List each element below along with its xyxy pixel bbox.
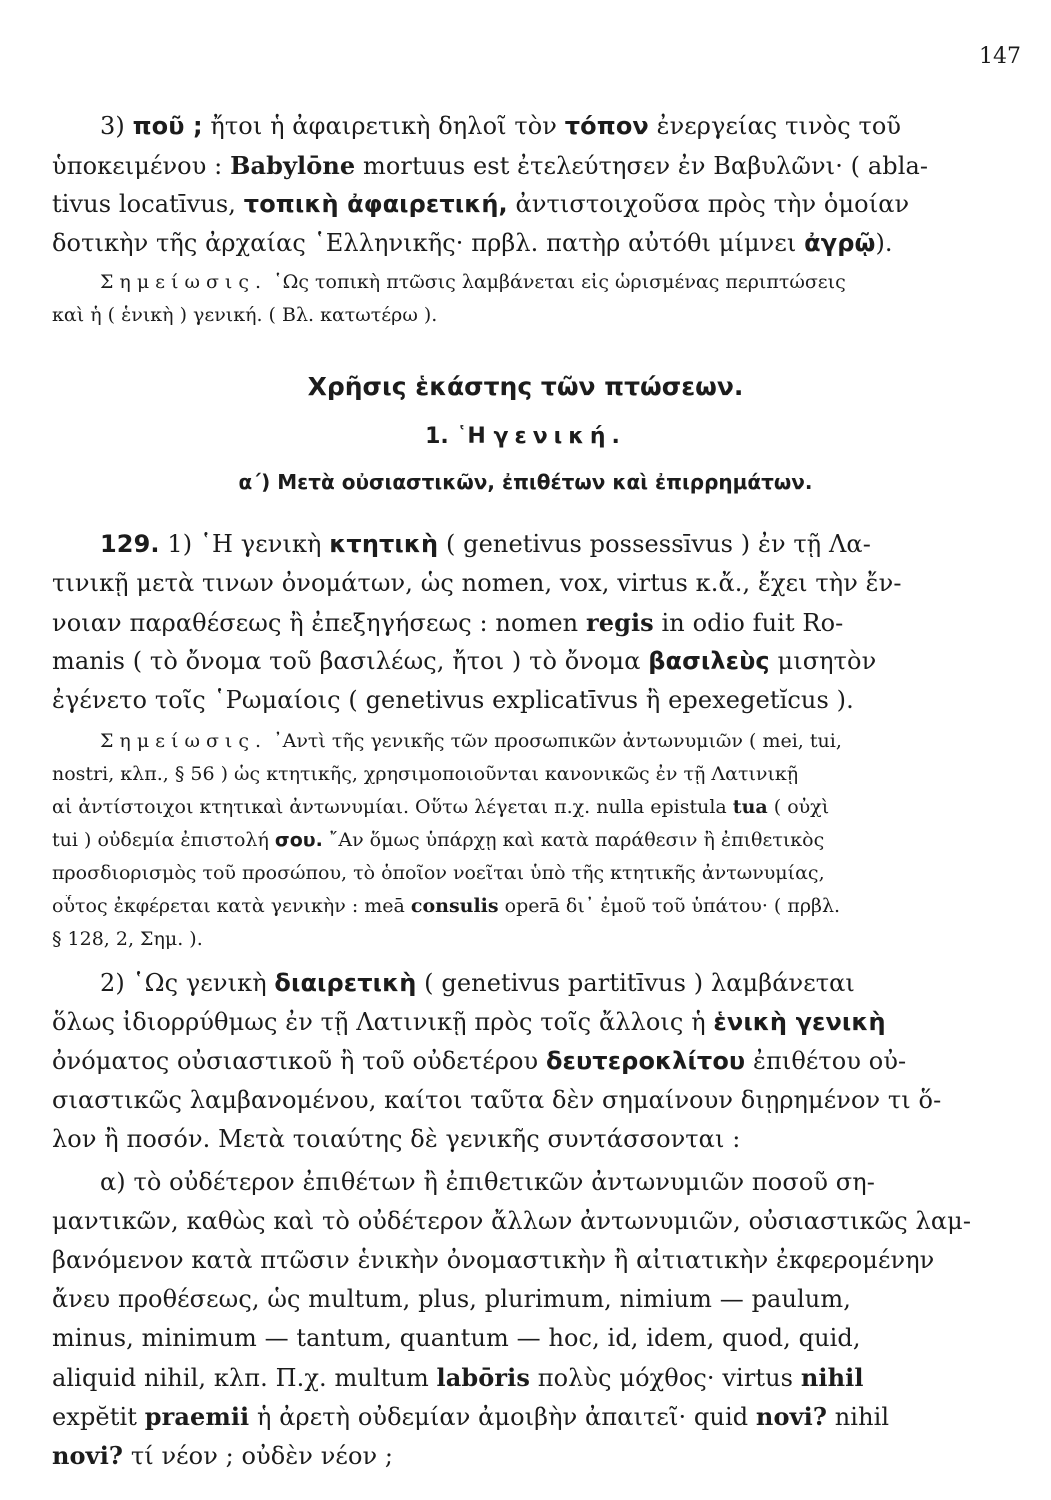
text-line: 3) ποῦ ; ἤτοι ἡ ἀφαιρετικὴ δηλοῖ τὸν τόπον ἐνεργείας τινὸς τοῦ: [100, 112, 902, 140]
text-line: σιαστικῶς λαμβανομένου, καίτοι ταῦτα δὲν σημαίνουν διῃρημένον τι ὅ-: [52, 1086, 942, 1114]
text-line: tivus locatīvus, τοπικὴ ἀφαιρετική, ἀντιστοιχοῦσα πρὸς τὴν ὁμοίαν: [52, 190, 910, 218]
text-line: 2) ῾Ως γενικὴ διαιρετικὴ ( genetivus partitīvus ) λαμβάνεται: [100, 969, 855, 997]
text-line: α) τὸ οὐδέτερον ἐπιθέτων ἢ ἐπιθετικῶν ἀντωνυμιῶν ποσοῦ ση-: [100, 1168, 875, 1196]
text-line: ὑποκειμένου : Babylōne mortuus est ἐτελεύτησεν ἐν Βαβυλῶνι· ( abla-: [52, 151, 929, 180]
text-line: λον ἢ ποσόν. Μετὰ τοιαύτης δὲ γενικῆς συντάσσονται :: [52, 1125, 741, 1153]
note-label: Σημείωσις.: [100, 271, 268, 293]
note-line: καὶ ἡ ( ἑνικὴ ) γενική. ( Βλ. κατωτέρω ).: [52, 304, 438, 326]
note-line: προσδιορισμὸς τοῦ προσώπου, τὸ ὁποῖον νοεῖται ὑπὸ τῆς κτητικῆς ἀντωνυμίας,: [52, 862, 825, 884]
text-line: ἐγένετο τοῖς ῾Ρωμαίοις ( genetivus explicatīvus ἢ epexegetĭcus ).: [52, 686, 854, 714]
text-line: manis ( τὸ ὄνομα τοῦ βασιλέως, ἤτοι ) τὸ ὄνομα βασιλεὺς μισητὸν: [52, 647, 877, 675]
text-line: aliquid nihil, κλπ. Π.χ. multum labōris πολὺς μόχθος· virtus nihil: [52, 1363, 864, 1392]
page-number: 147: [979, 44, 1021, 69]
note-line: nostri, κλπ., § 56 ) ὡς κτητικῆς, χρησιμοποιοῦνται κανονικῶς ἐν τῇ Λατινικῇ: [52, 763, 799, 785]
note-line: Σημείωσις. ᾿Αντὶ τῆς γενικῆς τῶν προσωπικῶν ἀντωνυμιῶν ( mei, tui,: [100, 730, 842, 752]
text-line: μαντικῶν, καθὼς καὶ τὸ οὐδέτερον ἄλλων ἀντωνυμιῶν, οὐσιαστικῶς λαμ-: [52, 1207, 972, 1235]
text-line: ὅλως ἰδιορρύθμως ἐν τῇ Λατινικῇ πρὸς τοῖς ἄλλοις ἡ ἑνικὴ γενικὴ: [52, 1008, 886, 1036]
note-line: tui ) οὐδεμία ἐπιστολή σου. ῎Αν ὅμως ὑπάρχῃ καὶ κατὰ παράθεσιν ἢ ἐπιθετικὸς: [52, 829, 825, 851]
note-line: αἱ ἀντίστοιχοι κτητικαὶ ἀντωνυμίαι. Οὕτω λέγεται π.χ. nulla epistula tua ( οὐχὶ: [52, 796, 830, 818]
note-line: Σημείωσις. ῾Ως τοπικὴ πτῶσις λαμβάνεται εἰς ὡρισμένας περιπτώσεις: [100, 271, 846, 293]
text-line: βανόμενον κατὰ πτῶσιν ἑνικὴν ὀνομαστικὴν ἢ αἰτιατικὴν ἐκφερομένην: [52, 1246, 935, 1274]
text-line: ἄνευ προθέσεως, ὡς multum, plus, plurimum, nimium — paulum,: [52, 1285, 851, 1313]
text-line: ὀνόματος οὐσιαστικοῦ ἢ τοῦ οὐδετέρου δευτεροκλίτου ἐπιθέτου οὐ-: [52, 1047, 907, 1075]
text-line: νοιαν παραθέσεως ἢ ἐπεξηγήσεως : nomen regis in odio fuit Ro-: [52, 608, 844, 637]
text-line: τινικῇ μετὰ τινων ὀνομάτων, ὡς nomen, vox, virtus κ.ἄ., ἔχει τὴν ἔν-: [52, 569, 902, 597]
note-line: § 128, 2, Σημ. ).: [52, 928, 203, 950]
text-line: minus, minimum — tantum, quantum — hoc, id, idem, quod, quid,: [52, 1324, 861, 1352]
text-line: novi? τί νέον ; οὐδὲν νέον ;: [52, 1441, 394, 1470]
note-label: Σημείωσις.: [100, 730, 268, 752]
note-line: οὗτος ἐκφέρεται κατὰ γενικὴν : meā consulis operā δι᾿ ἐμοῦ τοῦ ὑπάτου· ( πρβλ.: [52, 895, 841, 917]
text-line: 129. 1) ῾Η γενικὴ κτητικὴ ( genetivus possessīvus ) ἐν τῇ Λα-: [100, 530, 871, 558]
subsection-heading: 1. ῾Η γενική.: [425, 424, 626, 449]
paragraph-number: 129.: [100, 530, 160, 558]
section-heading: Χρῆσις ἑκάστης τῶν πτώσεων.: [307, 372, 744, 401]
subsection-subheading: α΄) Μετὰ οὐσιαστικῶν, ἐπιθέτων καὶ ἐπιρρημάτων.: [238, 470, 813, 494]
text-line: δοτικὴν τῆς ἀρχαίας ῾Ελληνικῆς· πρβλ. πατὴρ αὐτόθι μίμνει ἀγρῷ).: [52, 229, 893, 257]
text-line: expĕtit praemii ἡ ἀρετὴ οὐδεμίαν ἀμοιβὴν ἀπαιτεῖ· quid novi? nihil: [52, 1402, 890, 1431]
